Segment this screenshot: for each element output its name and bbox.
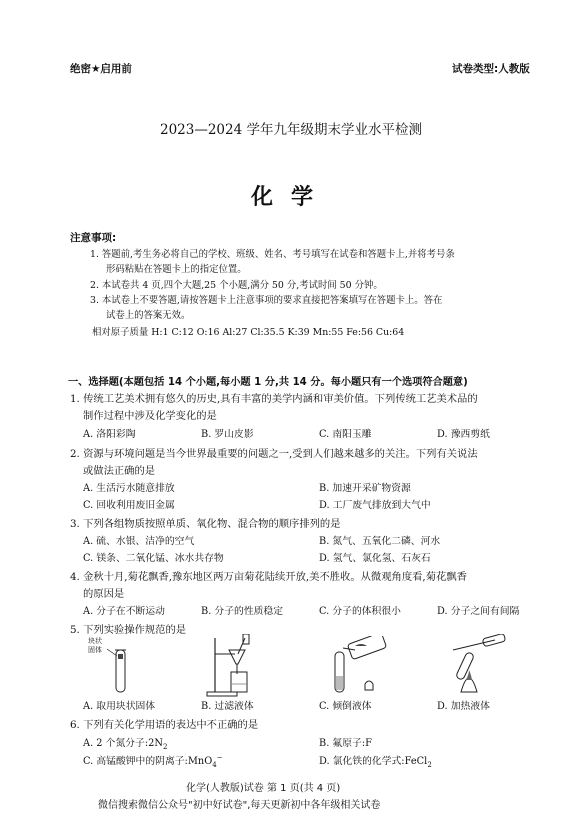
q4-option-a: A. 分子在不断运动	[83, 606, 165, 617]
q6-option-d: D. 氯化铁的化学式:FeCl$_2$	[319, 756, 432, 769]
q3-option-c: C. 镁条、二氧化锰、冰水共存物	[83, 553, 224, 564]
q6-option-b: B. 氟原子:F	[319, 738, 372, 749]
q1-stem: 1. 传统工艺美术拥有悠久的历史,具有丰富的美学内涵和审美价值。下列传统工艺美术品的	[70, 393, 478, 405]
notice-item-3: 3. 本试卷上不要答题,请按答题卡上注意事项的要求直接把答案填写在答题卡上。答在	[90, 295, 443, 306]
q1-option-b: B. 罗山皮影	[201, 429, 254, 440]
notice-item-2: 2. 本试卷共 4 页,四个大题,25 个小题,满分 50 分,考试时间 50 分钟。	[90, 280, 383, 291]
q2-option-d: D. 工厂废气排放到大气中	[319, 500, 431, 511]
figure-a-label-1: 块状	[88, 637, 102, 645]
q4-stem-cont: 的原因是	[83, 588, 125, 600]
filtration-illustration	[205, 634, 275, 698]
q4-stem: 4. 金秋十月,菊花飘香,豫东地区两万亩菊花陆续开放,美不胜收。从微观角度看,菊花飘香	[70, 571, 467, 583]
q1-option-d: D. 豫西剪纸	[437, 429, 490, 440]
heating-illustration	[445, 634, 515, 698]
q4-option-d: D. 分子之间有间隔	[437, 606, 520, 617]
q6-option-a: A. 2 个氮分子$:2N_2$	[83, 738, 168, 751]
confidential-label: 绝密★启用前	[70, 63, 132, 75]
q6-stem: 6. 下列有关化学用语的表达中不正确的是	[70, 719, 259, 731]
q3-stem: 3. 下列各组物质按照单质、氧化物、混合物的顺序排列的是	[70, 518, 341, 530]
section-heading: 一、选择题(本题包括 14 个小题,每小题 1 分,共 14 分。每小题只有一个选项符合题意)	[68, 377, 468, 388]
exam-title: 2023—2024 学年九年级期末学业水平检测	[159, 122, 422, 138]
q2-option-b: B. 加速开采矿物资源	[319, 483, 411, 494]
q4-option-c: C. 分子的体积很小	[319, 606, 401, 617]
q3-option-a: A. 硫、水银、洁净的空气	[83, 536, 195, 547]
pouring-illustration	[325, 636, 395, 700]
figure-a-label-2: 固体	[88, 646, 102, 654]
promo-footer: 微信搜索微信公众号"初中好试卷",每天更新初中各年级相关试卷	[98, 800, 381, 811]
q2-option-a: A. 生活污水随意排放	[83, 483, 175, 494]
q5-option-b: B. 过滤液体	[201, 701, 254, 712]
q2-option-c: C. 回收利用废旧金属	[83, 500, 175, 511]
atomic-masses: 相对原子质量 H:1 C:12 O:16 Al:27 Cl:35.5 K:39 Mn:55 Fe:56 Cu:64	[92, 327, 405, 338]
notice-item-3-cont: 试卷上的答案无效。	[106, 310, 191, 321]
q5-option-a: A. 取用块状固体	[83, 701, 156, 712]
q3-option-b: B. 氮气、五氧化二磷、河水	[319, 536, 441, 547]
paper-type-label: 试卷类型:人教版	[452, 63, 530, 75]
test-tube-illustration	[85, 636, 145, 696]
q1-stem-cont: 制作过程中涉及化学变化的是	[83, 410, 217, 422]
q1-option-a: A. 洛阳彩陶	[83, 429, 136, 440]
q6-option-c: C. 高锰酸钾中的阴离子:MnO$_4$−	[83, 753, 223, 769]
notice-heading: 注意事项:	[70, 232, 117, 244]
notice-item-1-cont: 形码粘贴在答题卡上的指定位置。	[106, 264, 247, 275]
q5-option-c: C. 倾倒液体	[319, 701, 372, 712]
q5-option-d: D. 加热液体	[437, 701, 490, 712]
page-footer: 化学(人教版)试卷 第 1 页(共 4 页)	[186, 783, 341, 794]
notice-item-1: 1. 答题前,考生务必将自己的学校、班级、姓名、考号填写在试卷和答题卡上,并将考号条	[90, 249, 455, 260]
q2-stem-cont: 或做法正确的是	[83, 465, 156, 477]
q1-option-c: C. 南阳玉雕	[319, 429, 372, 440]
subject-title: 化学	[250, 184, 331, 210]
q4-option-b: B. 分子的性质稳定	[201, 606, 284, 617]
q2-stem: 2. 资源与环境问题是当今世界最重要的问题之一,受到人们越来越多的关注。下列有关说法	[70, 448, 478, 460]
q5-stem: 5. 下列实验操作规范的是	[70, 624, 187, 636]
q3-option-d: D. 氢气、氯化氢、石灰石	[319, 553, 431, 564]
